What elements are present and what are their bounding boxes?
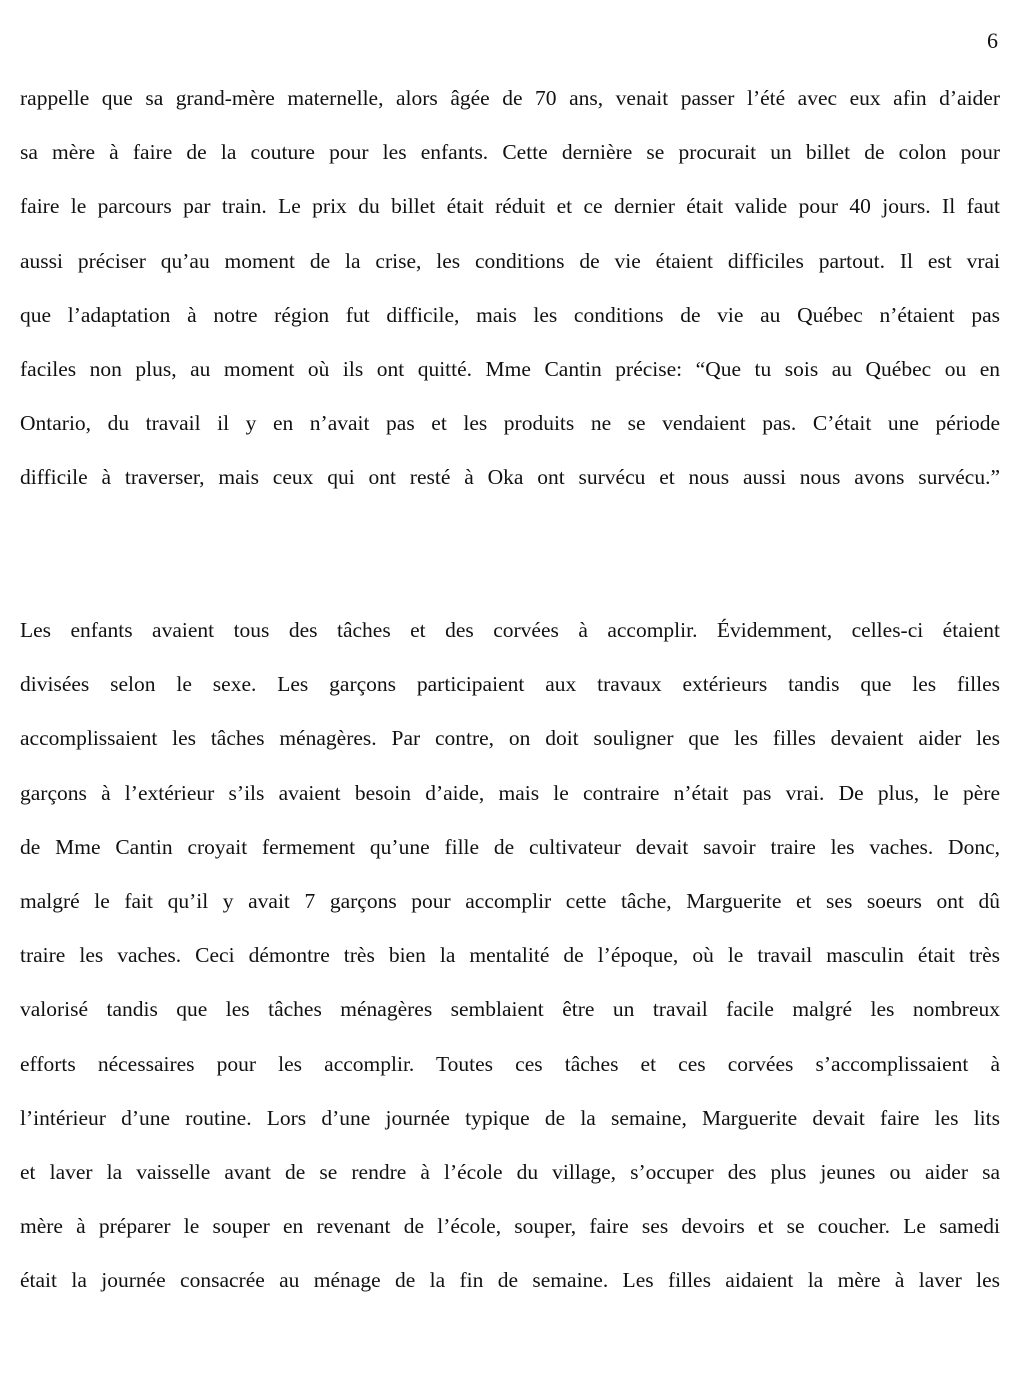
text-line: valorisé tandis que les tâches ménagères semblaient être un travail facile malgré les nombreux [20,997,1000,1022]
text-line: Ontario, du travail il y en n’avait pas et les produits ne se vendaient pas. C’était une période [20,411,1000,436]
text-line: divisées selon le sexe. Les garçons participaient aux travaux extérieurs tandis que les filles [20,672,1000,697]
text-line: traire les vaches. Ceci démontre très bien la mentalité de l’époque, où le travail masculin était très [20,943,1000,968]
text-line: aussi préciser qu’au moment de la crise, les conditions de vie étaient difficiles partout. Il est vrai [20,248,1000,273]
text-line: sa mère à faire de la couture pour les enfants. Cette dernière se procurait un billet de colon pour [20,140,1000,165]
text-line: faciles non plus, au moment où ils ont quitté. Mme Cantin précise: “Que tu sois au Québec ou en [20,356,1000,381]
text-line: rappelle que sa grand-mère maternelle, alors âgée de 70 ans, venait passer l’été avec eux afin d’aider [20,86,1000,110]
paragraph-grandmother-visit [20,85,1000,519]
text-line: accomplissaient les tâches ménagères. Par contre, on doit souligner que les filles devaient aider les [20,726,1000,751]
text-line: Les enfants avaient tous des tâches et des corvées à accomplir. Évidemment, celles-ci étaient [20,618,1000,642]
text-line: malgré le fait qu’il y avait 7 garçons pour accomplir cette tâche, Marguerite et ses soeurs ont dû [20,888,1000,913]
text-line: l’intérieur d’une routine. Lors d’une journée typique de la semaine, Marguerite devait faire les lits [20,1105,1000,1130]
text-line: de Mme Cantin croyait fermement qu’une fille de cultivateur devait savoir traire les vaches. Donc, [20,834,1000,859]
text-line: faire le parcours par train. Le prix du billet était réduit et ce dernier était valide pour 40 jours. Il faut [20,194,1000,219]
text-line: difficile à traverser, mais ceux qui ont resté à Oka ont survécu et nous aussi nous avons survécu.” [20,465,1000,490]
paragraph-children-chores [20,617,1000,1321]
text-line: et laver la vaisselle avant de se rendre à l’école du village, s’occuper des plus jeunes ou aider sa [20,1159,1000,1184]
text-line: garçons à l’extérieur s’ils avaient besoin d’aide, mais le contraire n’était pas vrai. De plus, le père [20,780,1000,805]
text-line: était la journée consacrée au ménage de la fin de semaine. Les filles aidaient la mère à laver les [20,1268,1000,1293]
text-line: que l’adaptation à notre région fut difficile, mais les conditions de vie au Québec n’étaient pas [20,302,1000,327]
text-line: efforts nécessaires pour les accomplir. Toutes ces tâches et ces corvées s’accomplissaient à [20,1051,1000,1076]
page-number: 6 [987,28,998,53]
text-line: mère à préparer le souper en revenant de l’école, souper, faire ses devoirs et se coucher. Le samedi [20,1214,1000,1239]
